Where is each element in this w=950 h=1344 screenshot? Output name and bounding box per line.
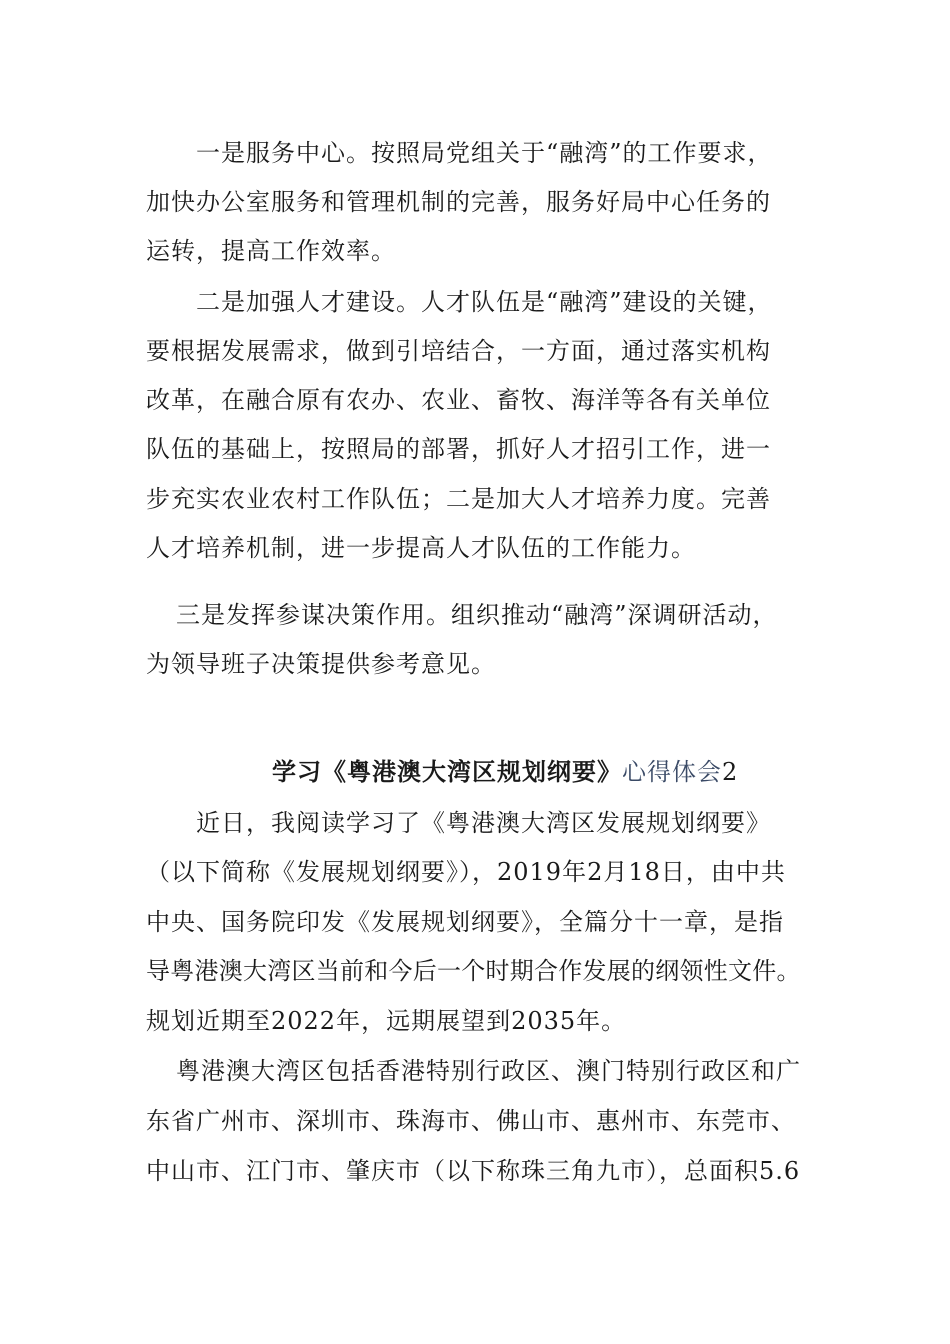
s1-p2-line-2: 要根据发展需求，做到引培结合，一方面，通过落实机构 <box>146 337 771 365</box>
section-2-title-main: 学习《粤港澳大湾区规划纲要》 <box>272 757 622 786</box>
s1-p2-line-6: 人才培养机制，进一步提高人才队伍的工作能力。 <box>146 534 696 562</box>
section-2-title-suffix: 心得体会 <box>622 758 722 786</box>
s1-p1-line-3: 运转，提高工作效率。 <box>146 237 396 265</box>
s2-p1-line-4: 导粤港澳大湾区当前和今后一个时期合作发展的纲领性文件。 <box>146 957 801 985</box>
s2-p2-line-2: 东省广州市、深圳市、珠海市、佛山市、惠州市、东莞市、 <box>146 1107 796 1135</box>
s1-p3-line-1: 三是发挥参谋决策作用。组织推动“融湾”深调研活动， <box>176 601 778 629</box>
s2-p2-line-1: 粤港澳大湾区包括香港特别行政区、澳门特别行政区和广 <box>176 1057 801 1085</box>
s2-p1-line-1: 近日，我阅读学习了《粤港澳大湾区发展规划纲要》 <box>196 809 771 837</box>
s1-p3-line-2: 为领导班子决策提供参考意见。 <box>146 650 496 678</box>
s2-p1-line-5: 规划近期至2022年，远期展望到2035年。 <box>146 1007 627 1035</box>
s1-p1-line-1: 一是服务中心。按照局党组关于“融湾”的工作要求， <box>196 139 773 167</box>
section-2-title <box>272 757 738 787</box>
s2-p1-line-2: （以下简称《发展规划纲要》），2019年2月18日，由中共 <box>146 858 786 886</box>
s1-p2-line-1: 二是加强人才建设。人才队伍是“融湾”建设的关键， <box>196 288 773 316</box>
s2-p2-line-3: 中山市、江门市、肇庆市（以下称珠三角九市），总面积5.6 <box>146 1157 801 1185</box>
s1-p1-line-2: 加快办公室服务和管理机制的完善，服务好局中心任务的 <box>146 188 771 216</box>
s1-p2-line-3: 改革，在融合原有农办、农业、畜牧、海洋等各有关单位 <box>146 386 771 414</box>
s1-p2-line-5: 步充实农业农村工作队伍；二是加大人才培养力度。完善 <box>146 485 771 513</box>
section-2-title-number: 2 <box>722 758 739 786</box>
s2-p1-line-3: 中央、国务院印发《发展规划纲要》，全篇分十一章，是指 <box>146 908 784 936</box>
s1-p2-line-4: 队伍的基础上，按照局的部署，抓好人才招引工作，进一 <box>146 435 771 463</box>
